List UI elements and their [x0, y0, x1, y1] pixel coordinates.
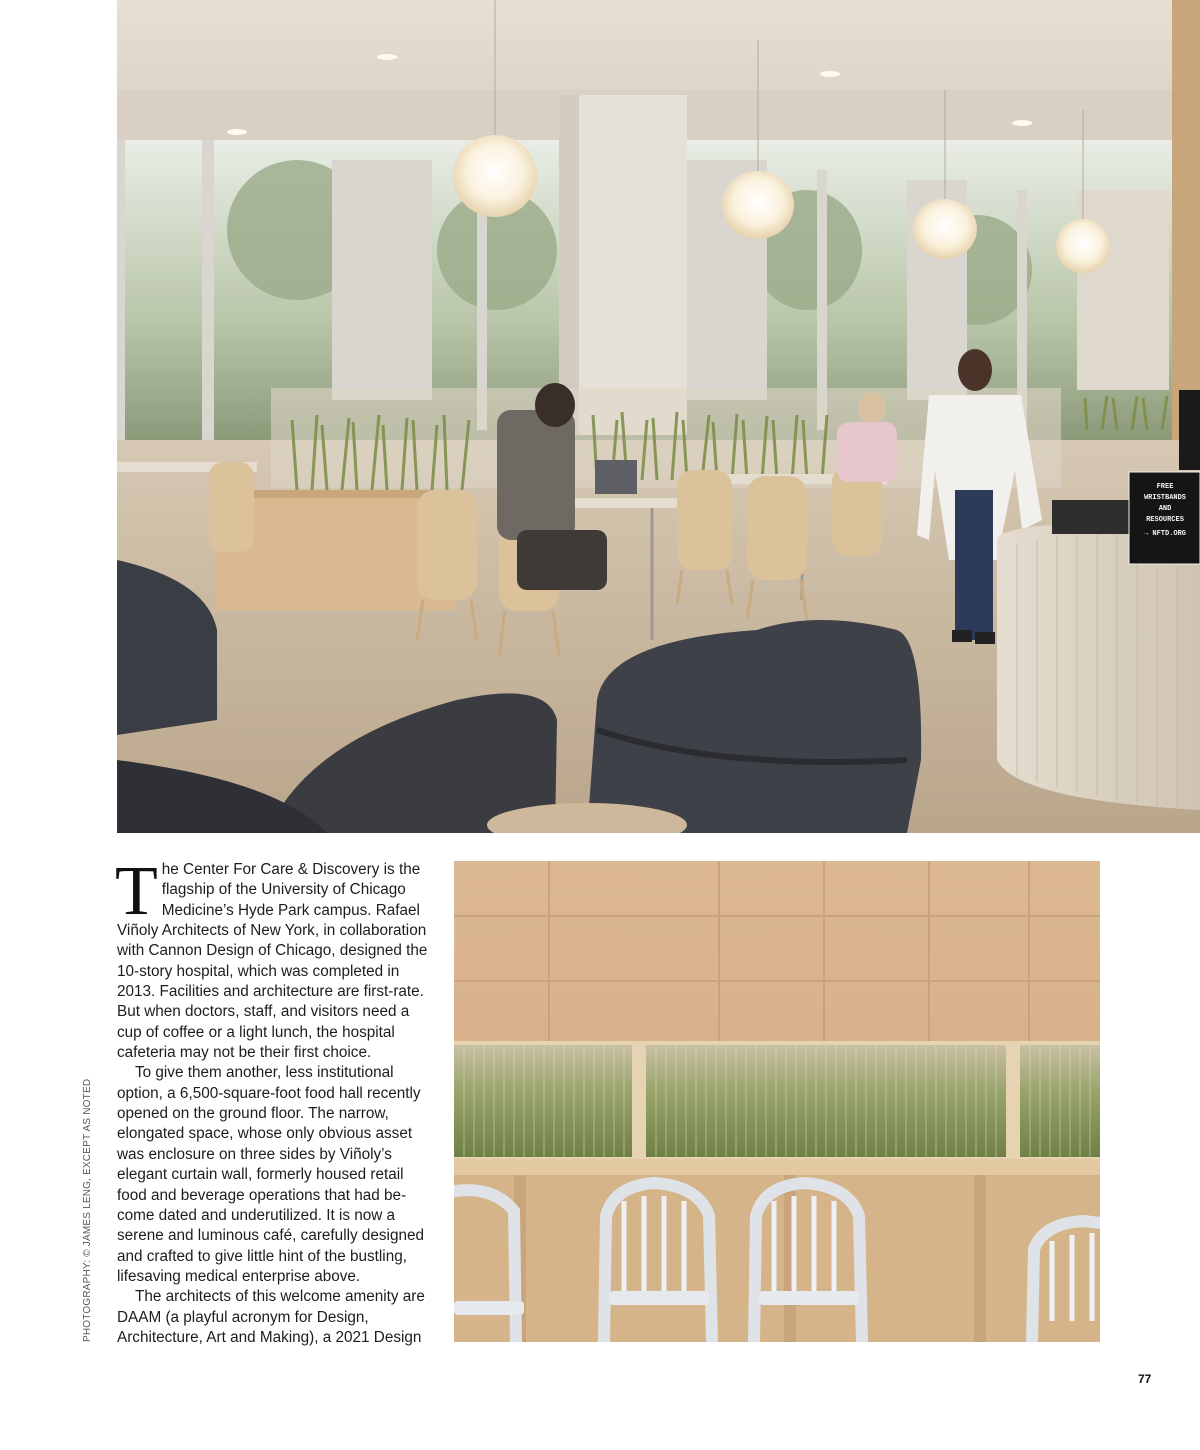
- page-number: 77: [1138, 1372, 1152, 1386]
- article-paragraph-2: To give them another, less institutional option, a 6,500-square-foot food hall recently opened on the ground floor. The narrow, elongated space, whose only obvious asset was enclosure on three sides by Viñoly’s elegant curtain wall, formerly housed retail food and beverage operations that had be- come dated and underutilized. It is now a serene and luminous café, carefully designed and crafted to give little hint of the bustling, lifesaving medical enterprise above.: [117, 1064, 424, 1285]
- sign-line-3: AND: [1158, 505, 1172, 513]
- article-paragraph-3: The architects of this welcome amenity are DAAM (a playful acronym for Design, Architecture, Art and Making), a 2021 Design: [117, 1288, 425, 1346]
- paragraph-1-text: he Center For Care & Discovery is the flagship of the University of Chicago Medicine’s Hyde Park campus. Rafael Viñoly Architects of New York, in collaboration with Cannon Design of Chicago, designed the 10-story hospital, which was completed in 2013. Facilities and architecture are first-rate. But when doctors, staff, and visitors need a cup of coffee or a light lunch, the hospital cafeteria may not be their first choice.: [117, 861, 428, 1062]
- sign-line-4: RESOURCES: [1146, 516, 1184, 524]
- drop-cap: T: [115, 853, 158, 930]
- article-body: [115, 853, 429, 1348]
- counter-seating-photo: [454, 861, 1100, 1342]
- article-paragraph-1: [115, 853, 429, 1063]
- photo-credit: PHOTOGRAPHY: © JAMES LENG, EXCEPT AS NOTED: [82, 1078, 93, 1342]
- cafe-interior-photo: [117, 0, 1200, 833]
- sign-line-2: WRISTBANDS: [1143, 494, 1187, 502]
- sign-line-5: → NFTD.ORG: [1143, 530, 1187, 538]
- sign-line-1: FREE: [1156, 483, 1174, 491]
